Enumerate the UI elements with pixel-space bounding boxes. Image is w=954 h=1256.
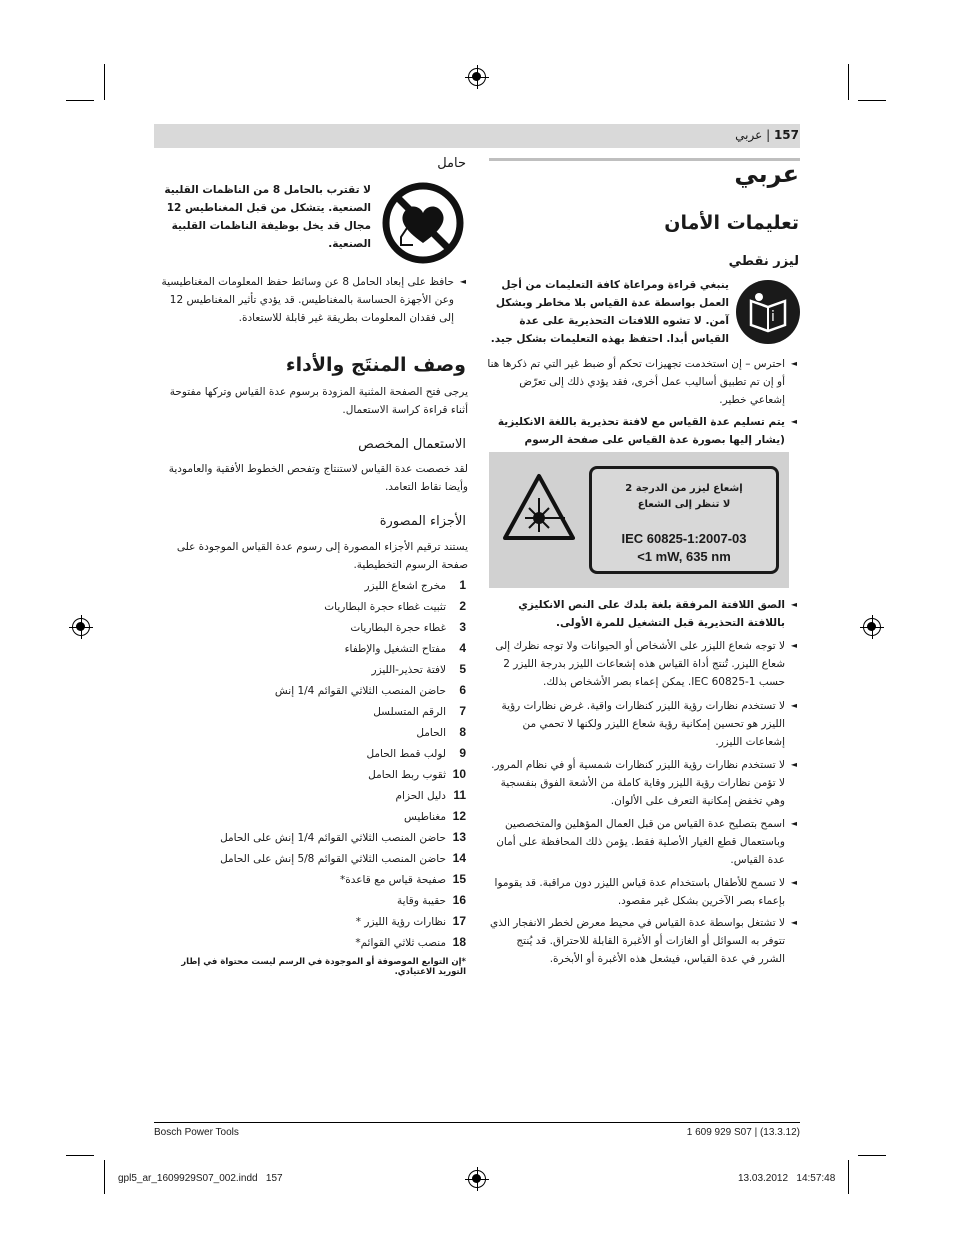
bullet-item xyxy=(487,914,799,968)
slug-file: gpl5_ar_1609929S07_002.indd 157 xyxy=(118,1173,283,1184)
part-label: منصب ثلاثي القوائم* xyxy=(355,937,446,949)
bullet-marker-icon: ◄ xyxy=(790,760,797,769)
bullet-text: حافظ على إبعاد الحامل 8 عن وسائط حفظ المعلومات المغناطيسية وعن الأجهزة الحساسة بالمغناطيس. قد يؤدي تأثير المغناطيس 12 إلى فقدان المعلومات بطريقة غير قابلة للاستعادة. xyxy=(161,276,454,324)
part-label: مغناطيس xyxy=(404,811,446,823)
footer-doc-number: 1 609 929 S07 | (13.3.12) xyxy=(686,1127,800,1138)
crop-mark xyxy=(66,1155,94,1156)
crop-mark xyxy=(848,64,849,100)
laser-warning-label xyxy=(489,452,789,588)
header-language: عربي xyxy=(735,128,763,142)
bullet-item xyxy=(487,355,799,409)
bullet-marker-icon: ◄ xyxy=(790,641,797,650)
bullet-marker-icon: ◄ xyxy=(790,600,797,609)
registration-mark-icon xyxy=(72,618,90,636)
list-item xyxy=(372,662,466,680)
bullet-text: لا تشتغل بواسطة عدة القياس في محيط معرض لخطر الانفجار الذي تتوفر به السوائل أو الغازات أو الأغبرة القابلة للاحتراق. قد يُنتج الشرر في عدة القياس، فيشعل هذه الأغبرة أو الأبخرة. xyxy=(490,917,785,965)
page-header-bar xyxy=(154,124,800,148)
parts-list xyxy=(154,578,466,958)
manual-read-icon xyxy=(735,279,801,345)
list-item xyxy=(397,893,466,911)
intro-paragraph: ينبغي قراءة ومراعاة كافة التعليمات من أجل العمل بواسطة عدة القياس بلا مخاطر وبشكل آمن. لا تشوه اللافتات التحذيرية على عدة القياس أبدا. احتفظ بهذه التعليمات بشكل جيد. xyxy=(490,279,729,345)
part-number: 1 xyxy=(459,578,466,592)
bullet-text: لا تسمح للأطفال باستخدام عدة قياس الليزر دون مراقبة. قد يقوموا بإعماء بصر الآخرين بشكل غير مقصود. xyxy=(494,877,785,907)
part-label: حاضن المنصب الثلاثي القوائم 5/8 إنش على الحامل xyxy=(220,853,446,865)
holder-bullet xyxy=(156,273,468,327)
footer-brand: Bosch Power Tools xyxy=(154,1127,239,1138)
bullet-text: لا تستخدم نظارات رؤية الليزر كنظارات واقية. غرض نظارات رؤية الليزر هو تحسين إمكانية رؤية شعاع الليزر ولكنها لا تحمي من إشعاعات الليزر. xyxy=(501,700,785,748)
part-number: 8 xyxy=(459,725,466,739)
list-item xyxy=(340,872,466,890)
part-number: 18 xyxy=(452,935,466,949)
description-heading: وصف المنتَج والأداء xyxy=(285,354,466,376)
list-item xyxy=(324,599,466,617)
bullet-item xyxy=(487,697,799,751)
bullet-text: يتم تسليم عدة القياس مع لافتة تحذيرية باللغة الانكليزية (يشار إليها بصورة عدة القياس على صفحة الرسوم xyxy=(497,416,785,446)
bullet-text: احترس – إن استخدمت تجهيزات تحكم أو ضبط غير التي تم ذكرها هنا أو إن تم تطبيق أساليب عمل أخرى، فقد يؤدي ذلك إلى تعرّض إشعاعي خطير. xyxy=(487,358,785,406)
list-item xyxy=(364,578,466,596)
bullet-item xyxy=(487,596,799,632)
bullet-marker-icon: ◄ xyxy=(790,417,797,426)
bullet-text: لا تستخدم نظارات رؤية الليزر كنظارات شمسية أو في نظام المرور. لا تؤمن نظارات رؤية الليزر وقاية كاملة من الأشعة الفوق بنفسجية وهي تخفض إمكانية التعرف على الألوان. xyxy=(491,759,785,807)
label-text-frame xyxy=(589,466,779,574)
bullet-text: الصق اللافتة المرفقة بلغة بلدك على النص الانكليزي باللافتة التحذيرية قبل التشغيل للمرة الأولى. xyxy=(518,599,785,629)
crop-mark xyxy=(104,64,105,100)
laser-heading: ليزر نقطي xyxy=(728,254,799,269)
part-label: نظارات رؤية الليزر * xyxy=(355,916,446,928)
bullet-item xyxy=(487,815,799,869)
bullet-text: اسمح بتصليح عدة القياس من قبل العمال المؤهلين والمتخصصين وباستعمال قطع الغيار الأصلية فقط. يؤمن ذلك المحافظة على أمان عدة القياس. xyxy=(496,818,785,866)
description-text: يرجى فتح الصفحة المثنية المزودة برسوم عدة القياس وتركها مفتوحة أثناء قراءة كراسة الاستعمال. xyxy=(169,386,468,416)
crop-mark xyxy=(848,1160,849,1194)
list-item xyxy=(396,788,466,806)
svg-text:i: i xyxy=(771,309,775,325)
bullet-marker-icon: ◄ xyxy=(790,819,797,828)
part-number: 11 xyxy=(453,788,466,802)
part-label: تثبيت غطاء حجرة البطاريات xyxy=(324,601,446,613)
label-spec: <1 mW, 635 nm xyxy=(637,549,731,564)
part-number: 16 xyxy=(452,893,466,907)
list-item xyxy=(368,767,466,785)
list-item xyxy=(275,683,466,701)
part-label: صفيحة قياس مع قاعدة* xyxy=(340,874,446,886)
list-item xyxy=(366,746,466,764)
part-number: 4 xyxy=(459,641,466,655)
part-number: 14 xyxy=(452,851,466,865)
page-number: 157 xyxy=(773,128,799,142)
part-number: 7 xyxy=(459,704,466,718)
header-separator: | xyxy=(766,128,771,142)
part-label: الرقم المتسلسل xyxy=(373,706,446,718)
part-label: لافتة تحذير-الليزر xyxy=(371,664,446,676)
footer-rule xyxy=(154,1122,800,1123)
list-item xyxy=(220,830,466,848)
holder-warning: لا تقترب بالحامل 8 من الناظمات القلبية الصنعية. يتشكل من قبل المغناطيس 12 مجال قد يخل بوظيفة الناظمات القلبية الصنعية. xyxy=(164,184,371,250)
part-label: حاضن المنصب الثلاثي القوائم 1/4 إنش xyxy=(274,685,446,697)
intended-use-text: لقد خصصت عدة القياس لاستنتاج وتفحص الخطوط الأفقية والعامودية وأيضا نقاط التعامد. xyxy=(168,463,468,493)
bullet-marker-icon: ◄ xyxy=(790,878,797,887)
part-label: مخرج اشعاع الليزر xyxy=(364,580,446,592)
part-number: 15 xyxy=(452,872,466,886)
part-label: ثقوب ربط الحامل xyxy=(368,769,446,781)
page-title: عربي xyxy=(734,160,799,188)
list-item xyxy=(356,914,466,932)
part-number: 10 xyxy=(452,767,466,781)
part-number: 3 xyxy=(459,620,466,634)
label-line-1: إشعاع ليزر من الدرجة 2 xyxy=(625,483,743,494)
holder-heading: حامل xyxy=(437,156,466,171)
registration-mark-icon xyxy=(468,68,486,86)
list-item xyxy=(404,809,466,827)
part-number: 12 xyxy=(452,809,466,823)
bullet-item xyxy=(487,874,799,910)
part-number: 13 xyxy=(452,830,466,844)
part-label: حاضن المنصب الثلاثي القوائم 1/4 إنش على الحامل xyxy=(220,832,446,844)
crop-mark xyxy=(858,100,886,101)
list-item xyxy=(220,851,466,869)
parts-heading: الأجزاء المصورة xyxy=(379,514,466,529)
part-number: 2 xyxy=(459,599,466,613)
bullet-marker-icon: ◄ xyxy=(790,701,797,710)
part-label: مفتاح التشغيل والإطفاء xyxy=(344,643,446,655)
crop-mark xyxy=(104,1160,105,1194)
label-standard: IEC 60825-1:2007-03 xyxy=(621,531,747,546)
no-pacemaker-icon xyxy=(381,181,465,265)
list-item xyxy=(350,620,466,638)
part-label: الحامل xyxy=(416,727,446,739)
list-item xyxy=(355,935,466,953)
part-label: لولب قمط الحامل xyxy=(366,748,446,760)
parts-intro: يستند ترقيم الأجزاء المصورة إلى رسوم عدة القياس الموجودة على صفحة الرسوم التخطيطية. xyxy=(176,541,468,571)
safety-heading: تعليمات الأمان xyxy=(664,212,799,234)
part-label: غطاء حجرة البطاريات xyxy=(350,622,446,634)
list-item xyxy=(345,641,466,659)
list-item xyxy=(373,704,466,722)
registration-mark-icon xyxy=(863,618,881,636)
footnote: *إن التوابع الموصوفة أو الموجودة في الرسم ليست محتواة في إطار التوريد الاعتيادي. xyxy=(181,957,466,977)
part-number: 17 xyxy=(452,914,466,928)
intended-use-heading: الاستعمال المخصص xyxy=(358,437,466,452)
laser-hazard-icon xyxy=(503,472,575,544)
part-label: حقيبة وقاية xyxy=(397,895,446,907)
bullet-text: لا توجه شعاع الليزر على الأشخاص أو الحيوانات ولا توجه نظرك إلى شعاع الليزر. تُنتج أداة القياس هذه إشعاعات الليزر بدرجة الليزر 2 حسب IEC 60825-1. يمكن إعماء بصر الأشخاص بذلك. xyxy=(495,640,785,688)
bullet-item xyxy=(487,637,799,691)
crop-mark xyxy=(66,100,94,101)
registration-mark-icon xyxy=(468,1170,486,1188)
bullet-marker-icon: ◄ xyxy=(790,918,797,927)
part-number: 5 xyxy=(459,662,466,676)
part-label: دليل الحزام xyxy=(395,790,446,802)
part-number: 6 xyxy=(459,683,466,697)
part-number: 9 xyxy=(459,746,466,760)
bullet-item xyxy=(487,756,799,810)
list-item xyxy=(416,725,466,743)
page-header xyxy=(735,128,799,142)
slug-timestamp: 13.03.2012 14:57:48 xyxy=(738,1173,836,1184)
crop-mark xyxy=(858,1155,886,1156)
bullet-marker-icon: ◄ xyxy=(459,277,466,286)
bullet-marker-icon: ◄ xyxy=(790,359,797,368)
label-line-2: لا تنظر إلى الشعاع xyxy=(637,499,731,510)
